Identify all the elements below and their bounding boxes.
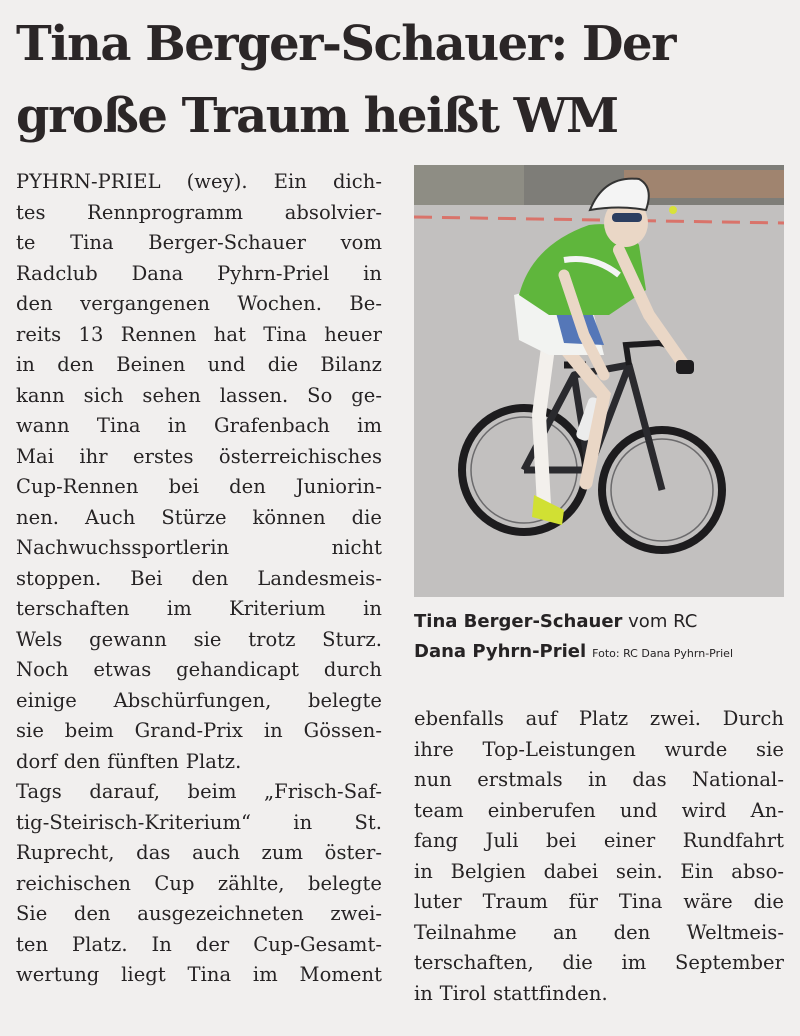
body-line: PYHRN-PRIEL (wey). Ein dich- (16, 170, 382, 193)
body-line: in den Beinen und die Bilanz (16, 353, 382, 376)
photo-credit: Foto: RC Dana Pyhrn-Priel (592, 647, 734, 660)
body-line: wann Tina in Grafenbach im (16, 414, 382, 437)
caption-name: Tina Berger-Schauer (414, 611, 623, 632)
body-line: kann sich sehen lassen. So ge- (16, 383, 382, 407)
body-line: Nachwuchssportlerin nicht (16, 536, 382, 559)
body-line: Sie den ausgezeichneten zwei- (16, 902, 382, 925)
body-line: Mai ihr erstes österreichisches (16, 444, 382, 468)
body-line: in Tirol stattfinden. (414, 981, 608, 1005)
body-line: stoppen. Bei den Landesmeis- (16, 566, 382, 590)
body-line: sie beim Grand-Prix in Gössen- (16, 719, 382, 742)
body-line: team einberufen und wird An- (414, 798, 784, 822)
body-line: einige Abschürfungen, belegte (16, 688, 382, 712)
body-line: Wels gewann sie trotz Sturz. (16, 627, 382, 651)
article-headline (16, 8, 792, 152)
caption-club: Dana Pyhrn-Priel (414, 641, 587, 662)
body-line: wertung liegt Tina im Moment (16, 963, 382, 986)
article-body-left-column (16, 167, 382, 991)
body-line: Radclub Dana Pyhrn-Priel in (16, 261, 382, 285)
article-photo (414, 165, 784, 597)
body-line: ihre Top-Leistungen wurde sie (414, 737, 784, 761)
body-line: ebenfalls auf Platz zwei. Durch (414, 707, 784, 730)
photo-caption (414, 607, 786, 669)
headline-line: Tina Berger-Schauer: Der (16, 16, 675, 72)
body-line: nun erstmals in das National- (414, 768, 784, 791)
body-line: nen. Auch Stürze können die (16, 505, 382, 529)
body-line: dorf den fünften Platz. (16, 749, 242, 773)
body-line: Ruprecht, das auch zum öster- (16, 841, 382, 864)
caption-line (414, 607, 786, 637)
body-line: reits 13 Rennen hat Tina heuer (16, 322, 382, 346)
body-line: Noch etwas gehandicapt durch (16, 658, 382, 681)
body-line: ten Platz. In der Cup-Gesamt- (16, 932, 382, 956)
headline-line: große Traum heißt WM (16, 88, 618, 144)
body-line: Teilnahme an den Weltmeis- (414, 920, 784, 944)
body-line: tes Rennprogramm absolvier- (16, 200, 382, 224)
body-line: Tags darauf, beim „Frisch-Saf- (16, 780, 382, 803)
body-line: Cup-Rennen bei den Juniorin- (16, 475, 382, 498)
body-line: fang Juli bei einer Rundfahrt (414, 829, 784, 852)
article-body-right-column (414, 704, 784, 1009)
body-line: reichischen Cup zählte, belegte (16, 871, 382, 895)
cyclist-photo (414, 165, 784, 597)
body-line: tig-Steirisch-Kriterium“ in St. (16, 810, 382, 834)
body-line: luter Traum für Tina wäre die (414, 890, 784, 913)
caption-line (414, 637, 786, 669)
caption-text: vom RC (628, 611, 698, 632)
body-line: in Belgien dabei sein. Ein abso- (414, 859, 784, 883)
body-line: terschaften, die im September (414, 951, 784, 974)
body-line: te Tina Berger-Schauer vom (16, 231, 382, 254)
body-line: terschaften im Kriterium in (16, 597, 382, 620)
body-line: den vergangenen Wochen. Be- (16, 292, 382, 315)
